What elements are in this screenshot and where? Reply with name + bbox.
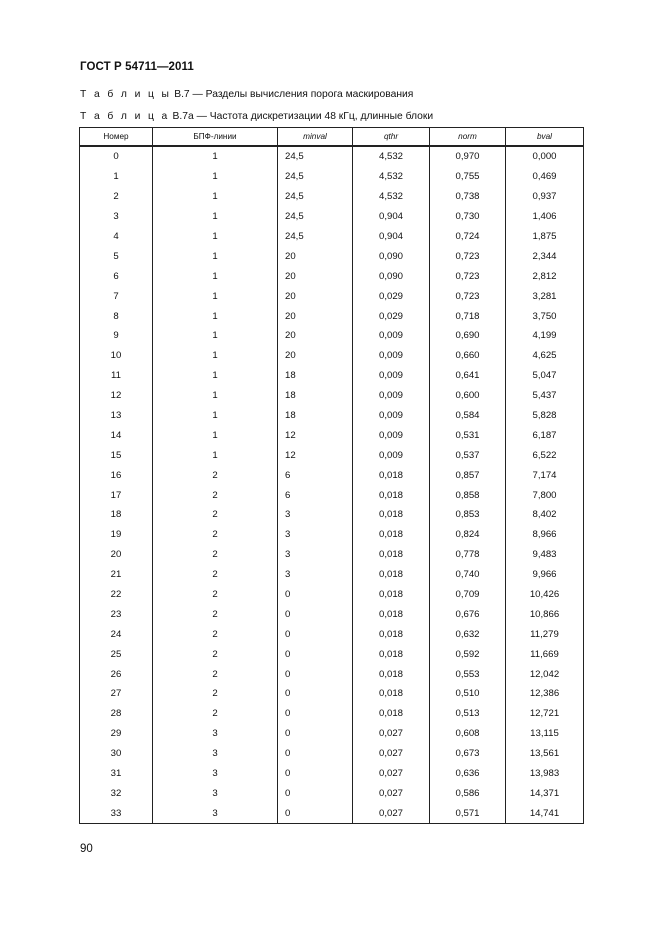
cell-qthr: 0,027: [353, 803, 430, 823]
table-row: [80, 565, 584, 585]
cell-qthr: 0,018: [353, 485, 430, 505]
cell-norm: 0,738: [430, 187, 506, 207]
cell-number: 8: [80, 306, 153, 326]
cell-minval: 24,5: [278, 207, 353, 227]
cell-minval: 0: [278, 684, 353, 704]
cell-fft-lines: 2: [153, 704, 278, 724]
cell-bval: 5,047: [506, 366, 584, 386]
cell-qthr: 0,018: [353, 525, 430, 545]
cell-norm: 0,513: [430, 704, 506, 724]
cell-number: 23: [80, 604, 153, 624]
cell-minval: 0: [278, 585, 353, 605]
masking-threshold-table: [79, 127, 584, 824]
cell-qthr: 0,009: [353, 386, 430, 406]
cell-qthr: 0,027: [353, 744, 430, 764]
table-row: [80, 207, 584, 227]
cell-bval: 3,281: [506, 286, 584, 306]
cell-norm: 0,586: [430, 784, 506, 804]
table-row: [80, 744, 584, 764]
column-header-fft-lines: БПФ-линии: [153, 128, 278, 147]
cell-number: 16: [80, 465, 153, 485]
cell-qthr: 0,009: [353, 406, 430, 426]
cell-norm: 0,709: [430, 585, 506, 605]
table-row: [80, 704, 584, 724]
column-header-minval: minval: [278, 128, 353, 147]
cell-minval: 18: [278, 386, 353, 406]
cell-qthr: 0,904: [353, 227, 430, 247]
cell-bval: 10,426: [506, 585, 584, 605]
cell-minval: 6: [278, 485, 353, 505]
cell-fft-lines: 1: [153, 187, 278, 207]
cell-number: 28: [80, 704, 153, 724]
cell-norm: 0,571: [430, 803, 506, 823]
cell-bval: 11,279: [506, 624, 584, 644]
cell-minval: 0: [278, 604, 353, 624]
cell-fft-lines: 1: [153, 425, 278, 445]
cell-norm: 0,723: [430, 286, 506, 306]
cell-minval: 0: [278, 624, 353, 644]
table-row: [80, 803, 584, 823]
cell-bval: 11,669: [506, 644, 584, 664]
cell-fft-lines: 3: [153, 724, 278, 744]
cell-fft-lines: 1: [153, 326, 278, 346]
table-row: [80, 684, 584, 704]
cell-fft-lines: 1: [153, 266, 278, 286]
cell-bval: 5,437: [506, 386, 584, 406]
cell-minval: 20: [278, 266, 353, 286]
table-row: [80, 146, 584, 167]
table-row: [80, 187, 584, 207]
cell-minval: 0: [278, 644, 353, 664]
cell-number: 17: [80, 485, 153, 505]
cell-norm: 0,584: [430, 406, 506, 426]
cell-qthr: 0,027: [353, 784, 430, 804]
table-row: [80, 406, 584, 426]
cell-minval: 24,5: [278, 227, 353, 247]
cell-qthr: 0,018: [353, 704, 430, 724]
cell-norm: 0,824: [430, 525, 506, 545]
cell-norm: 0,740: [430, 565, 506, 585]
cell-bval: 12,386: [506, 684, 584, 704]
cell-number: 4: [80, 227, 153, 247]
cell-norm: 0,510: [430, 684, 506, 704]
table-row: [80, 644, 584, 664]
cell-minval: 20: [278, 326, 353, 346]
cell-qthr: 4,532: [353, 167, 430, 187]
cell-number: 5: [80, 246, 153, 266]
table-row: [80, 624, 584, 644]
cell-number: 10: [80, 346, 153, 366]
table-row: [80, 266, 584, 286]
cell-number: 13: [80, 406, 153, 426]
cell-fft-lines: 1: [153, 227, 278, 247]
caption-prefix: Т а б л и ц ы: [80, 89, 172, 100]
cell-number: 30: [80, 744, 153, 764]
cell-bval: 6,187: [506, 425, 584, 445]
cell-bval: 0,469: [506, 167, 584, 187]
cell-norm: 0,755: [430, 167, 506, 187]
table-row: [80, 425, 584, 445]
cell-number: 22: [80, 585, 153, 605]
cell-norm: 0,730: [430, 207, 506, 227]
cell-qthr: 0,090: [353, 266, 430, 286]
cell-fft-lines: 1: [153, 406, 278, 426]
cell-minval: 3: [278, 565, 353, 585]
cell-qthr: 4,532: [353, 187, 430, 207]
table-row: [80, 525, 584, 545]
cell-bval: 13,561: [506, 744, 584, 764]
cell-number: 15: [80, 445, 153, 465]
cell-minval: 20: [278, 306, 353, 326]
cell-minval: 12: [278, 445, 353, 465]
cell-fft-lines: 2: [153, 525, 278, 545]
cell-fft-lines: 1: [153, 386, 278, 406]
cell-norm: 0,592: [430, 644, 506, 664]
table-row: [80, 784, 584, 804]
cell-norm: 0,632: [430, 624, 506, 644]
cell-bval: 8,402: [506, 505, 584, 525]
cell-fft-lines: 1: [153, 346, 278, 366]
cell-number: 7: [80, 286, 153, 306]
cell-bval: 14,371: [506, 784, 584, 804]
cell-fft-lines: 2: [153, 684, 278, 704]
cell-norm: 0,641: [430, 366, 506, 386]
table-row: [80, 286, 584, 306]
cell-qthr: 0,018: [353, 604, 430, 624]
cell-minval: 0: [278, 664, 353, 684]
cell-fft-lines: 2: [153, 565, 278, 585]
cell-number: 33: [80, 803, 153, 823]
cell-bval: 1,875: [506, 227, 584, 247]
cell-qthr: 0,018: [353, 624, 430, 644]
column-header-number: Номер: [80, 128, 153, 147]
cell-qthr: 4,532: [353, 146, 430, 167]
cell-norm: 0,660: [430, 346, 506, 366]
cell-qthr: 0,018: [353, 545, 430, 565]
cell-bval: 0,000: [506, 146, 584, 167]
cell-qthr: 0,018: [353, 684, 430, 704]
cell-minval: 18: [278, 366, 353, 386]
table-row: [80, 545, 584, 565]
cell-qthr: 0,018: [353, 505, 430, 525]
cell-bval: 5,828: [506, 406, 584, 426]
table-row: [80, 346, 584, 366]
cell-norm: 0,723: [430, 246, 506, 266]
cell-norm: 0,778: [430, 545, 506, 565]
cell-qthr: 0,027: [353, 724, 430, 744]
table-row: [80, 724, 584, 744]
cell-norm: 0,718: [430, 306, 506, 326]
cell-norm: 0,553: [430, 664, 506, 684]
table-row: [80, 445, 584, 465]
cell-number: 18: [80, 505, 153, 525]
cell-minval: 0: [278, 744, 353, 764]
cell-norm: 0,673: [430, 744, 506, 764]
table-row: [80, 366, 584, 386]
table-caption: [80, 111, 433, 122]
table-row: [80, 585, 584, 605]
cell-minval: 24,5: [278, 187, 353, 207]
cell-number: 14: [80, 425, 153, 445]
cell-norm: 0,723: [430, 266, 506, 286]
page-number: 90: [80, 843, 93, 855]
cell-bval: 9,483: [506, 545, 584, 565]
cell-bval: 4,625: [506, 346, 584, 366]
table-row: [80, 664, 584, 684]
cell-bval: 2,344: [506, 246, 584, 266]
cell-qthr: 0,009: [353, 346, 430, 366]
cell-fft-lines: 1: [153, 366, 278, 386]
table-row: [80, 386, 584, 406]
cell-minval: 24,5: [278, 146, 353, 167]
cell-fft-lines: 2: [153, 505, 278, 525]
cell-minval: 0: [278, 764, 353, 784]
cell-fft-lines: 2: [153, 545, 278, 565]
table-row: [80, 485, 584, 505]
cell-number: 26: [80, 664, 153, 684]
cell-bval: 1,406: [506, 207, 584, 227]
cell-number: 31: [80, 764, 153, 784]
cell-qthr: 0,018: [353, 664, 430, 684]
cell-norm: 0,857: [430, 465, 506, 485]
table-row: [80, 764, 584, 784]
table-row: [80, 326, 584, 346]
cell-fft-lines: 2: [153, 604, 278, 624]
cell-fft-lines: 1: [153, 286, 278, 306]
cell-fft-lines: 2: [153, 644, 278, 664]
cell-minval: 0: [278, 724, 353, 744]
cell-minval: 0: [278, 784, 353, 804]
cell-number: 29: [80, 724, 153, 744]
cell-norm: 0,600: [430, 386, 506, 406]
cell-fft-lines: 2: [153, 624, 278, 644]
cell-fft-lines: 2: [153, 485, 278, 505]
cell-fft-lines: 1: [153, 306, 278, 326]
cell-bval: 10,866: [506, 604, 584, 624]
cell-number: 3: [80, 207, 153, 227]
cell-norm: 0,636: [430, 764, 506, 784]
cell-qthr: 0,009: [353, 326, 430, 346]
cell-fft-lines: 1: [153, 146, 278, 167]
table-row: [80, 306, 584, 326]
cell-qthr: 0,018: [353, 465, 430, 485]
cell-qthr: 0,904: [353, 207, 430, 227]
cell-fft-lines: 3: [153, 803, 278, 823]
cell-norm: 0,537: [430, 445, 506, 465]
cell-fft-lines: 1: [153, 167, 278, 187]
cell-bval: 6,522: [506, 445, 584, 465]
cell-bval: 7,800: [506, 485, 584, 505]
cell-norm: 0,724: [430, 227, 506, 247]
cell-norm: 0,608: [430, 724, 506, 744]
cell-minval: 3: [278, 505, 353, 525]
cell-fft-lines: 3: [153, 764, 278, 784]
table-row: [80, 604, 584, 624]
cell-number: 27: [80, 684, 153, 704]
cell-fft-lines: 1: [153, 445, 278, 465]
cell-fft-lines: 2: [153, 465, 278, 485]
cell-bval: 3,750: [506, 306, 584, 326]
cell-fft-lines: 3: [153, 784, 278, 804]
cell-fft-lines: 1: [153, 207, 278, 227]
cell-qthr: 0,018: [353, 585, 430, 605]
cell-fft-lines: 3: [153, 744, 278, 764]
cell-minval: 3: [278, 545, 353, 565]
cell-minval: 20: [278, 246, 353, 266]
caption-prefix: Т а б л и ц а: [80, 111, 170, 122]
cell-norm: 0,690: [430, 326, 506, 346]
table-row: [80, 505, 584, 525]
table-header-row: [80, 128, 584, 147]
cell-qthr: 0,029: [353, 286, 430, 306]
caption-text: В.7 — Разделы вычисления порога маскирования: [171, 89, 414, 100]
cell-number: 1: [80, 167, 153, 187]
cell-number: 32: [80, 784, 153, 804]
column-header-bval: bval: [506, 128, 584, 147]
cell-qthr: 0,029: [353, 306, 430, 326]
cell-number: 6: [80, 266, 153, 286]
cell-qthr: 0,090: [353, 246, 430, 266]
cell-norm: 0,531: [430, 425, 506, 445]
table-group-caption: [80, 89, 413, 100]
cell-number: 25: [80, 644, 153, 664]
cell-minval: 0: [278, 704, 353, 724]
cell-bval: 0,937: [506, 187, 584, 207]
cell-number: 2: [80, 187, 153, 207]
cell-bval: 8,966: [506, 525, 584, 545]
column-header-qthr: qthr: [353, 128, 430, 147]
cell-number: 24: [80, 624, 153, 644]
cell-bval: 9,966: [506, 565, 584, 585]
cell-number: 20: [80, 545, 153, 565]
cell-minval: 18: [278, 406, 353, 426]
cell-qthr: 0,027: [353, 764, 430, 784]
cell-bval: 12,042: [506, 664, 584, 684]
cell-fft-lines: 2: [153, 585, 278, 605]
cell-fft-lines: 2: [153, 664, 278, 684]
cell-bval: 13,115: [506, 724, 584, 744]
cell-number: 0: [80, 146, 153, 167]
cell-fft-lines: 1: [153, 246, 278, 266]
cell-qthr: 0,009: [353, 425, 430, 445]
cell-qthr: 0,009: [353, 445, 430, 465]
cell-minval: 20: [278, 286, 353, 306]
cell-minval: 3: [278, 525, 353, 545]
table-row: [80, 465, 584, 485]
cell-norm: 0,853: [430, 505, 506, 525]
cell-bval: 14,741: [506, 803, 584, 823]
cell-minval: 6: [278, 465, 353, 485]
document-header: ГОСТ Р 54711—2011: [80, 61, 194, 73]
cell-minval: 20: [278, 346, 353, 366]
caption-text: В.7а — Частота дискретизации 48 кГц, длинные блоки: [169, 111, 434, 122]
cell-number: 19: [80, 525, 153, 545]
cell-qthr: 0,018: [353, 565, 430, 585]
column-header-norm: norm: [430, 128, 506, 147]
table-row: [80, 167, 584, 187]
cell-number: 9: [80, 326, 153, 346]
cell-bval: 7,174: [506, 465, 584, 485]
cell-qthr: 0,009: [353, 366, 430, 386]
cell-minval: 24,5: [278, 167, 353, 187]
cell-norm: 0,676: [430, 604, 506, 624]
cell-number: 12: [80, 386, 153, 406]
table-row: [80, 246, 584, 266]
cell-bval: 4,199: [506, 326, 584, 346]
cell-norm: 0,858: [430, 485, 506, 505]
cell-qthr: 0,018: [353, 644, 430, 664]
cell-minval: 0: [278, 803, 353, 823]
cell-bval: 12,721: [506, 704, 584, 724]
cell-number: 21: [80, 565, 153, 585]
cell-bval: 13,983: [506, 764, 584, 784]
cell-minval: 12: [278, 425, 353, 445]
cell-norm: 0,970: [430, 146, 506, 167]
cell-number: 11: [80, 366, 153, 386]
cell-bval: 2,812: [506, 266, 584, 286]
table-row: [80, 227, 584, 247]
